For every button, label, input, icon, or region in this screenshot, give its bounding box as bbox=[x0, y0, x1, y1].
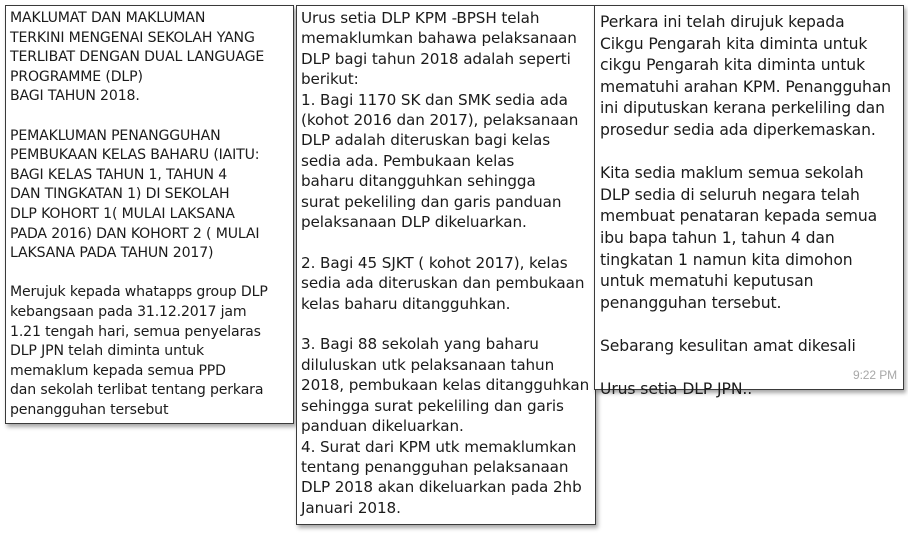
message-timestamp: 9:22 PM bbox=[853, 368, 897, 383]
message-text-line: Merujuk kepada whatapps group DLP bbox=[10, 284, 268, 301]
message-text-line: membuat penataran kepada semua bbox=[600, 207, 878, 226]
message-text-line: Sebarang kesulitan amat dikesali bbox=[600, 336, 856, 355]
message-text-line: cikgu Pengarah kita diminta untuk bbox=[600, 56, 866, 75]
message-text-line: tingkatan 1 namun kita dimohon bbox=[600, 250, 853, 269]
message-text-line: tentang penangguhan pelaksanaan bbox=[301, 457, 569, 476]
message-text-line: DLP adalah diteruskan bagi kelas bbox=[301, 131, 551, 150]
message-text-line: penangguhan tersebut. bbox=[600, 293, 782, 312]
message-text-line: 2018, pembukaan kelas ditangguhkan bbox=[301, 376, 590, 395]
message-text-line: Cikgu Pengarah kita diminta untuk bbox=[600, 34, 868, 53]
paragraph-gap bbox=[600, 142, 903, 164]
message-panel-right bbox=[594, 5, 904, 399]
message-text-line: dan sekolah terlibat tentang perkara bbox=[10, 382, 264, 399]
message-text-line: DLP 2018 akan dikeluarkan pada 2hb bbox=[301, 478, 582, 497]
paragraph-gap bbox=[301, 232, 595, 252]
message-text-line: memaklum kepada semua PPD bbox=[10, 362, 226, 379]
message-text-line: sehingga surat pekeliling dan garis bbox=[301, 396, 564, 415]
message-text-line: kelas baharu ditangguhkan. bbox=[301, 294, 511, 313]
message-text-line: DLP bagi tahun 2018 adalah seperti bbox=[301, 49, 571, 68]
message-text-line: DLP KOHORT 1( MULAI LAKSANA bbox=[10, 205, 235, 222]
message-text-line: LAKSANA PADA TAHUN 2017) bbox=[10, 245, 214, 262]
message-text-line: ibu bapa tahun 1, tahun 4 dan bbox=[600, 228, 835, 247]
message-text-line: 1. Bagi 1170 SK dan SMK sedia ada bbox=[301, 90, 568, 109]
message-text-line: 3. Bagi 88 sekolah yang baharu bbox=[301, 335, 539, 354]
message-text-line: BAGI KELAS TAHUN 1, TAHUN 4 bbox=[10, 166, 228, 183]
message-text-line: Kita sedia maklum semua sekolah bbox=[600, 164, 864, 183]
message-text-line: sedia ada. Pembukaan kelas bbox=[301, 151, 515, 170]
message-text-line: (kohot 2016 dan 2017), pelaksanaan bbox=[301, 111, 579, 130]
message-text-line: Urus setia DLP JPN.. bbox=[600, 380, 753, 399]
message-text-line: PEMBUKAAN KELAS BAHARU (IAITU: bbox=[10, 147, 260, 164]
message-text-line: pelaksanaan DLP dikeluarkan. bbox=[301, 213, 527, 232]
paragraph-gap bbox=[10, 107, 293, 127]
message-text-line: BAGI TAHUN 2018. bbox=[10, 88, 140, 105]
message-text-line: DLP JPN telah diminta untuk bbox=[10, 343, 205, 360]
message-text-line: TERKINI MENGENAI SEKOLAH YANG bbox=[10, 29, 255, 46]
message-text-line: mematuhi arahan KPM. Penangguhan bbox=[600, 77, 892, 96]
message-text-line: Perkara ini telah dirujuk kepada bbox=[600, 13, 845, 31]
message-text-line: penangguhan tersebut bbox=[10, 401, 169, 418]
message-text-line: prosedur sedia ada diperkemaskan. bbox=[600, 120, 876, 139]
message-text-line: DAN TINGKATAN 1) DI SEKOLAH bbox=[10, 186, 230, 203]
message-text-line: 2. Bagi 45 SJKT ( kohot 2017), kelas bbox=[301, 253, 568, 272]
message-panel-middle bbox=[296, 5, 596, 525]
message-text-line: diluluskan utk pelaksanaan tahun bbox=[301, 355, 555, 374]
message-text-line: DLP sedia di seluruh negara telah bbox=[600, 185, 860, 204]
message-text-line: ini diputuskan kerana perkeliling dan bbox=[600, 99, 885, 118]
message-text-line: panduan dikeluarkan. bbox=[301, 417, 464, 436]
message-text-line: baharu ditangguhkan sehingga bbox=[301, 172, 536, 191]
message-text-line: PROGRAMME (DLP) bbox=[10, 68, 143, 85]
message-text-line: sedia ada diteruskan dan pembukaan bbox=[301, 274, 585, 293]
message-text-line: Januari 2018. bbox=[301, 498, 401, 517]
message-text-line: berikut: bbox=[301, 70, 359, 89]
message-text-line: Urus setia DLP KPM -BPSH telah bbox=[301, 9, 540, 27]
paragraph-gap bbox=[600, 314, 903, 336]
message-text-line: PEMAKLUMAN PENANGGUHAN bbox=[10, 127, 221, 144]
paragraph-gap bbox=[10, 264, 293, 284]
message-text-line: MAKLUMAT DAN MAKLUMAN bbox=[10, 10, 206, 26]
message-text-line: surat pekeliling dan garis panduan bbox=[301, 192, 562, 211]
message-panel-left bbox=[5, 5, 294, 424]
message-text-line: untuk mematuhi keputusan bbox=[600, 272, 814, 291]
message-text-line: 1.21 tengah hari, semua penyelaras bbox=[10, 323, 261, 340]
message-text-line: kebangsaan pada 31.12.2017 jam bbox=[10, 303, 247, 320]
message-text-line: memaklumkan bahawa pelaksanaan bbox=[301, 29, 577, 48]
message-text-line: 4. Surat dari KPM utk memaklumkan bbox=[301, 437, 577, 456]
message-text-line: TERLIBAT DENGAN DUAL LANGUAGE bbox=[10, 49, 265, 66]
paragraph-gap bbox=[301, 314, 595, 334]
message-text-line: PADA 2016) DAN KOHORT 2 ( MULAI bbox=[10, 225, 260, 242]
